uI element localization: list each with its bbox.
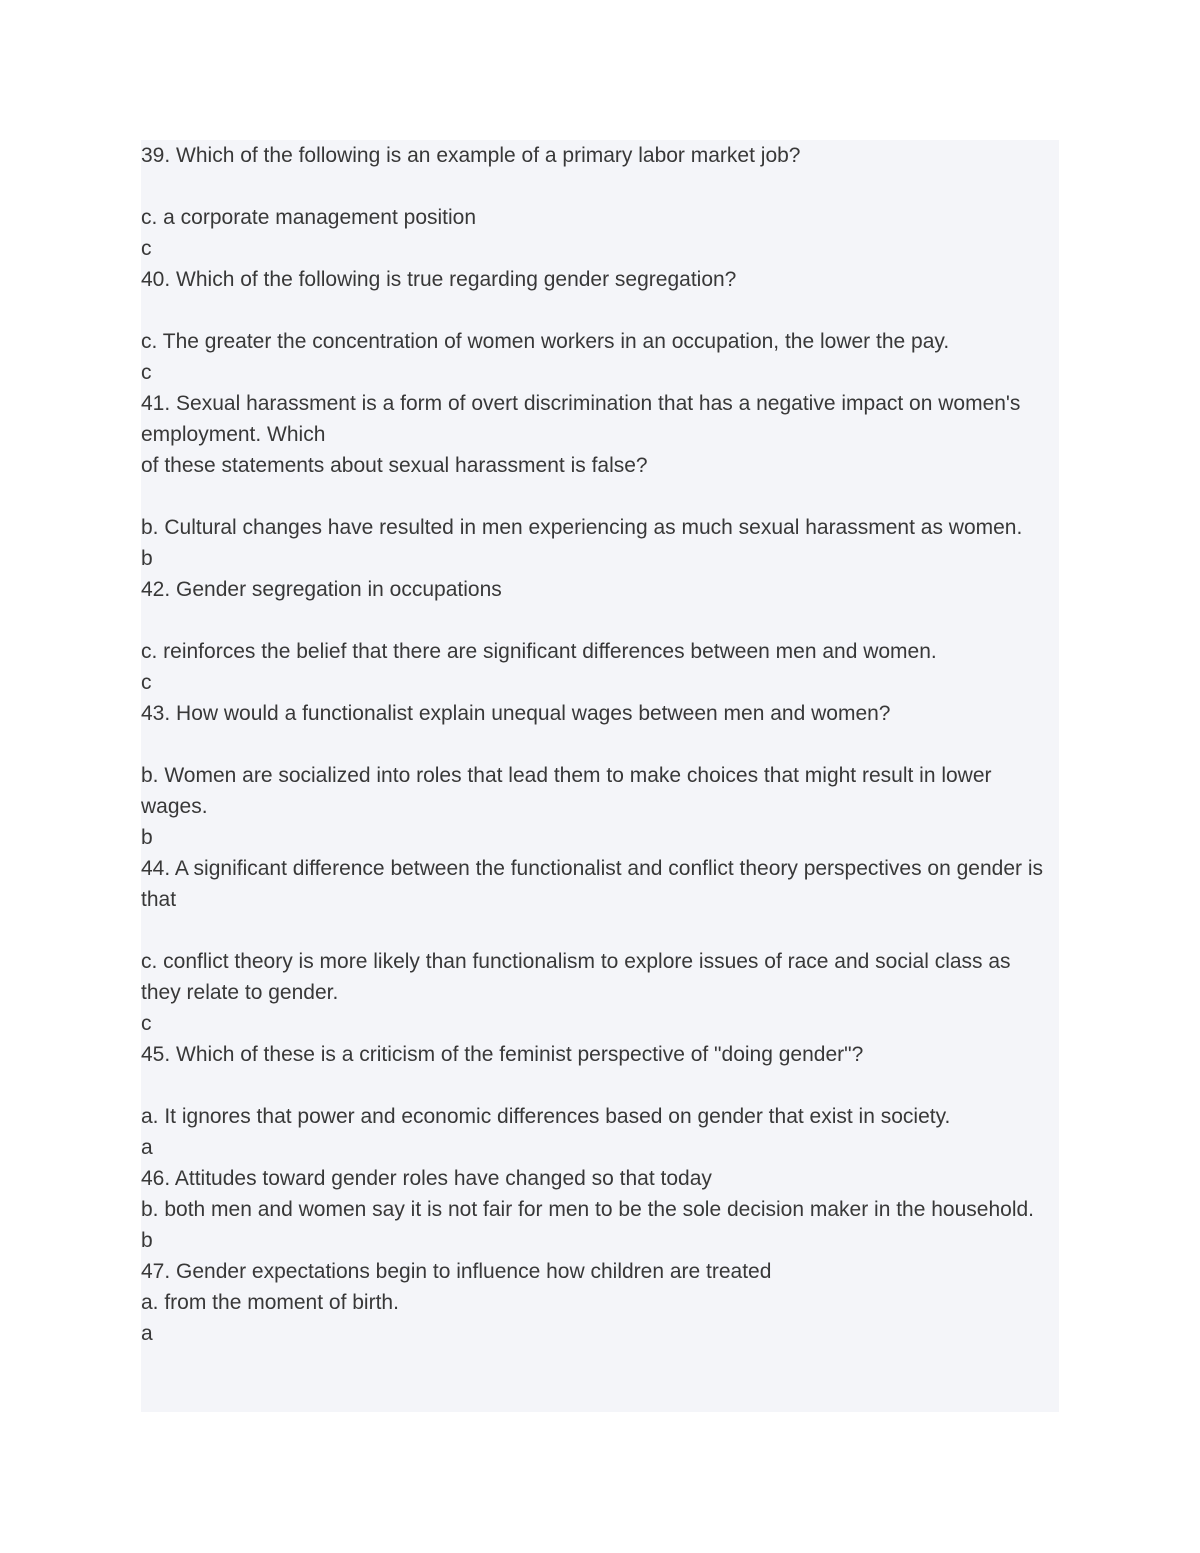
answer-44-text: c. conflict theory is more likely than functionalism to explore issues of race and social class as they relate to gender. bbox=[141, 950, 1017, 1004]
spacer bbox=[141, 171, 1056, 202]
question-41-line1: 41. Sexual harassment is a form of overt discrimination that has a negative impact on women's employment. Which bbox=[141, 392, 1027, 446]
answer-39-text: c. a corporate management position bbox=[141, 206, 477, 229]
question-46: 46. Attitudes toward gender roles have changed so that today bbox=[141, 1167, 712, 1190]
question-41-line2: of these statements about sexual harassment is false? bbox=[141, 454, 648, 477]
answer-46-letter: b bbox=[141, 1229, 153, 1252]
answer-42-letter: c bbox=[141, 671, 152, 694]
answer-41-text: b. Cultural changes have resulted in men experiencing as much sexual harassment as women. bbox=[141, 516, 1023, 539]
answer-43-text: b. Women are socialized into roles that lead them to make choices that might result in lower wages. bbox=[141, 764, 998, 818]
answer-43-letter: b bbox=[141, 826, 153, 849]
question-39: 39. Which of the following is an example of a primary labor market job? bbox=[141, 144, 801, 167]
question-44: 44. A significant difference between the functionalist and conflict theory perspectives on gender is that bbox=[141, 857, 1049, 911]
answer-42-text: c. reinforces the belief that there are significant differences between men and women. bbox=[141, 640, 937, 663]
spacer bbox=[141, 729, 1056, 760]
answer-40-text: c. The greater the concentration of women workers in an occupation, the lower the pay. bbox=[141, 330, 950, 353]
question-42: 42. Gender segregation in occupations bbox=[141, 578, 502, 601]
answer-39-letter: c bbox=[141, 237, 152, 260]
question-47: 47. Gender expectations begin to influence how children are treated bbox=[141, 1260, 772, 1283]
answer-41-letter: b bbox=[141, 547, 153, 570]
spacer bbox=[141, 605, 1056, 636]
question-43: 43. How would a functionalist explain unequal wages between men and women? bbox=[141, 702, 891, 725]
answer-45-letter: a bbox=[141, 1136, 153, 1159]
spacer bbox=[141, 915, 1056, 946]
answer-44-letter: c bbox=[141, 1012, 152, 1035]
answer-47-text: a. from the moment of birth. bbox=[141, 1291, 399, 1314]
answer-40-letter: c bbox=[141, 361, 152, 384]
question-45: 45. Which of these is a criticism of the feminist perspective of "doing gender"? bbox=[141, 1043, 864, 1066]
answer-45-text: a. It ignores that power and economic differences based on gender that exist in society. bbox=[141, 1105, 951, 1128]
spacer bbox=[141, 1070, 1056, 1101]
question-40: 40. Which of the following is true regarding gender segregation? bbox=[141, 268, 737, 291]
quiz-content bbox=[141, 140, 1056, 1349]
answer-47-letter: a bbox=[141, 1322, 153, 1345]
answer-46-text: b. both men and women say it is not fair for men to be the sole decision maker in the household. bbox=[141, 1198, 1035, 1221]
spacer bbox=[141, 481, 1056, 512]
spacer bbox=[141, 295, 1056, 326]
